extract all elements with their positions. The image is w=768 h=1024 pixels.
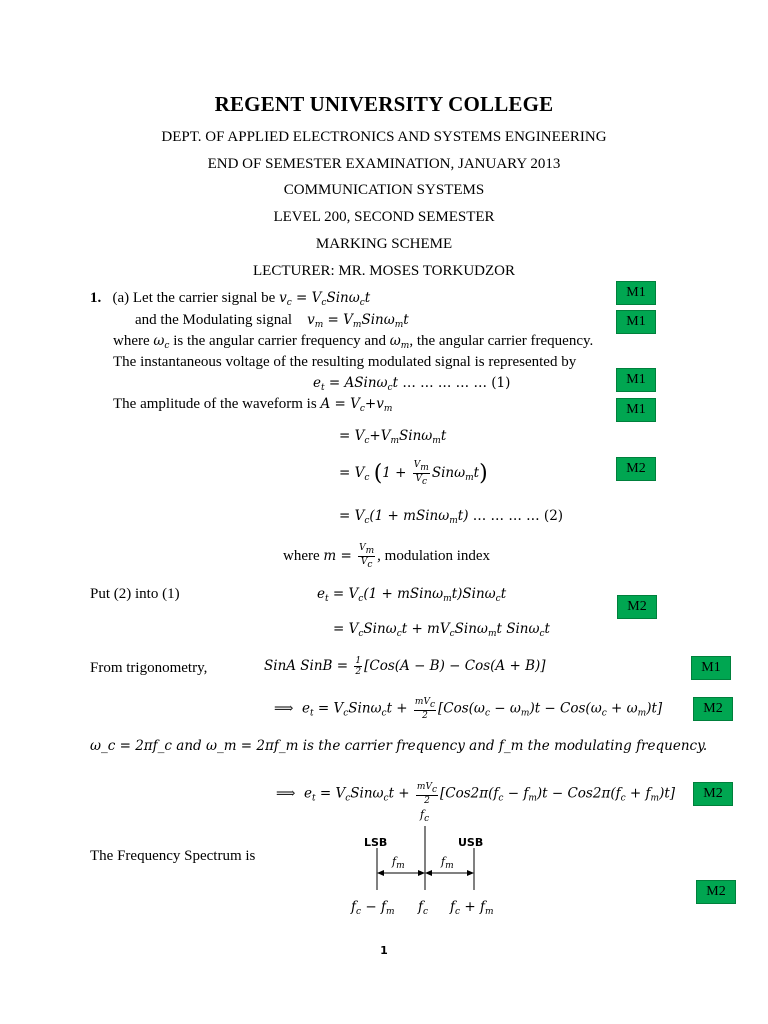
omega-m-symbol: $\omega_m$ bbox=[389, 333, 410, 351]
where-prefix: where bbox=[113, 333, 150, 349]
mark-badge: M2 bbox=[696, 880, 736, 904]
arrowhead bbox=[467, 870, 474, 876]
mark-badge: M1 bbox=[616, 310, 656, 334]
usb-label: USB bbox=[458, 836, 484, 849]
fm-left-label: $f_m$ bbox=[392, 855, 405, 871]
axis-label-lsb: $f_c - f_m$ bbox=[351, 899, 395, 917]
modulation-index-equation: m = $\frac{V_m}{V_c}$ bbox=[323, 543, 375, 570]
question-number: 1. bbox=[90, 290, 102, 306]
modulation-index-line bbox=[283, 543, 490, 570]
department: DEPT. OF APPLIED ELECTRONICS AND SYSTEMS ENGINEERING bbox=[161, 129, 607, 145]
axis-label-usb: $f_c + f_m$ bbox=[450, 899, 494, 917]
final-equation: ⟹ $e_t = V_cSin\omega_ct$ + $\frac{mV_c}{2}$ $[Cos2\pi(f_c - f_m)t - Cos2\pi(f_c + f_m)t]$ bbox=[276, 782, 676, 806]
question-part-text: (a) Let the carrier signal be bbox=[112, 290, 276, 306]
arrowhead bbox=[425, 870, 432, 876]
mark-badge: M1 bbox=[616, 368, 656, 392]
lecturer: LECTURER: MR. MOSES TORKUDZOR bbox=[253, 263, 515, 279]
where-m-text: where bbox=[283, 548, 320, 564]
fm-right-label: $f_m$ bbox=[441, 855, 454, 871]
where-mid: is the angular carrier frequency and bbox=[173, 333, 387, 349]
modulating-text: and the Modulating signal bbox=[135, 312, 293, 328]
trig-text: From trigonometry, bbox=[90, 660, 208, 676]
fc-top-label: $f_c$ bbox=[420, 808, 430, 824]
amplitude-step-2: = $V_c$ (1 + $\frac{V_m}{V_c}$ Sinω$_m$t) bbox=[339, 460, 488, 487]
mark-badge: M1 bbox=[691, 656, 731, 680]
spectrum-text: The Frequency Spectrum is bbox=[90, 848, 256, 864]
substitution-step-1: $e_t = V_c(1$ + mSinω$_m$t)Sinω$_c$t bbox=[317, 586, 507, 604]
trig-identity: SinA SinB = $\frac{1}{2}$ [Cos(A − B) − Cos(A + B)] bbox=[264, 656, 546, 677]
course-name: COMMUNICATION SYSTEMS bbox=[283, 182, 485, 198]
equation-2: = $V_c(1$ + mSinω$_m$t) … … … … (2) bbox=[339, 508, 564, 526]
mark-badge: M2 bbox=[693, 697, 733, 721]
expanded-equation: ⟹ $e_t = V_cSin\omega_ct$ + $\frac{mV_c}{2}$ $[Cos(\omega_c - \omega_m)t - Cos(\omega_c + \omega_m)t]$ bbox=[274, 697, 663, 721]
amplitude-step-1: = $V_c+V_mSin\omega_mt$ bbox=[339, 428, 447, 446]
mark-badge: M2 bbox=[617, 595, 657, 619]
question-line-modulating bbox=[135, 312, 409, 330]
frequency-definition: ω_c = 2πf_c and ω_m = 2πf_m is the carrier frequency and f_m the modulating frequency. bbox=[90, 738, 708, 754]
instantaneous-text: The instantaneous voltage of the resulting modulated signal is represented by bbox=[113, 354, 577, 370]
question-line-carrier bbox=[90, 290, 370, 308]
axis-label-carrier: $f_c$ bbox=[418, 899, 429, 917]
modulating-equation: $v_m = V_mSin\omega_mt$ bbox=[307, 312, 409, 330]
where-suffix: , the angular carrier frequency. bbox=[409, 333, 594, 349]
marking-scheme: MARKING SCHEME bbox=[315, 236, 453, 252]
amplitude-line bbox=[113, 396, 392, 414]
substitution-step-2: = $V_cSin\omega_ct + mV_cSin\omega_mt$ Sinω$_c$t bbox=[333, 621, 550, 639]
equation-1: $e_t$ = ASinω$_c$t … … … … … (1) bbox=[313, 375, 511, 393]
arrowhead bbox=[418, 870, 425, 876]
carrier-equation: $v_c = V_cSin\omega_ct$ bbox=[279, 290, 371, 308]
exam-name: END OF SEMESTER EXAMINATION, JANUARY 2013 bbox=[207, 156, 561, 172]
mark-badge: M2 bbox=[693, 782, 733, 806]
level: LEVEL 200, SECOND SEMESTER bbox=[273, 209, 495, 225]
mark-badge: M2 bbox=[616, 457, 656, 481]
arrowhead bbox=[377, 870, 384, 876]
mod-index-text: , modulation index bbox=[377, 548, 491, 564]
put-text: Put (2) into (1) bbox=[90, 586, 180, 602]
where-line bbox=[113, 333, 593, 351]
amplitude-text: The amplitude of the waveform is bbox=[113, 396, 317, 412]
lsb-label: LSB bbox=[364, 836, 388, 849]
university-title: REGENT UNIVERSITY COLLEGE bbox=[214, 92, 554, 116]
mark-badge: M1 bbox=[616, 281, 656, 305]
mark-badge: M1 bbox=[616, 398, 656, 422]
page-number: 1 bbox=[380, 944, 388, 957]
amplitude-equation: $A = V_c+v_m$ bbox=[320, 396, 393, 414]
omega-c-symbol: $\omega_c$ bbox=[153, 333, 170, 351]
